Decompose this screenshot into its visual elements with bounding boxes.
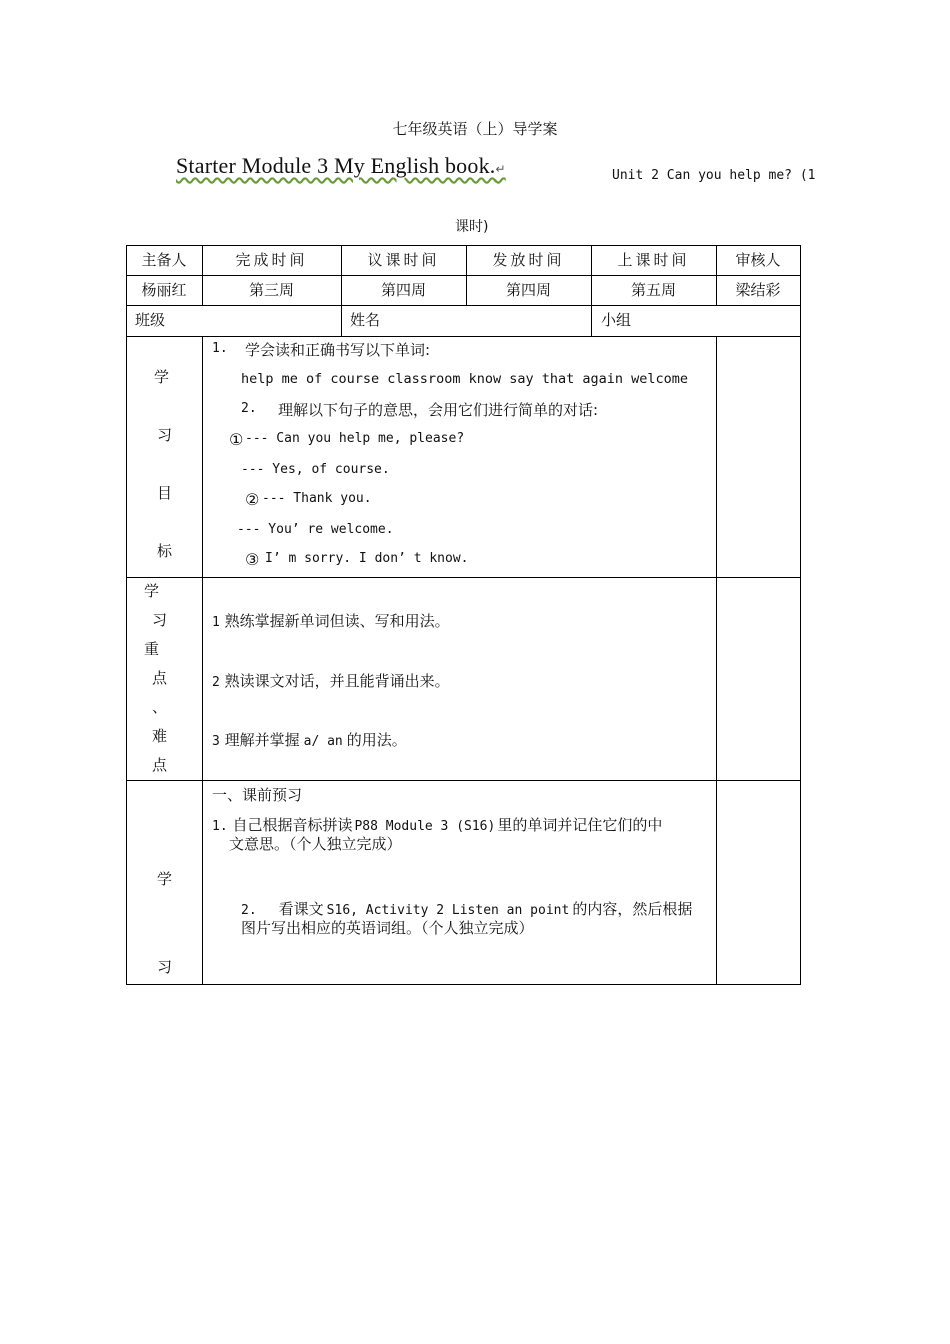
table-rule bbox=[126, 245, 127, 985]
table-rule bbox=[126, 305, 801, 306]
objective-1-number: 1. bbox=[212, 341, 228, 356]
header-complete-time: 完成时间 bbox=[235, 251, 308, 269]
keypoints-label-char: 、 bbox=[152, 698, 168, 716]
study-item-2-line1: 2. 看课文 S16, Activity 2 Listen an point 的内容，然后根据 bbox=[241, 900, 693, 918]
keypoint-1: 1 熟练掌握新单词但读、写和用法。 bbox=[212, 612, 450, 630]
dialogue-1-answer: --- Yes, of course. bbox=[241, 462, 390, 477]
objective-1-text: 学会读和正确书写以下单词: bbox=[245, 341, 431, 359]
study-item-2-line2: 图片写出相应的英语词组。（个人独立完成） bbox=[241, 919, 534, 937]
table-rule bbox=[126, 577, 801, 578]
keypoints-label-char: 点 bbox=[152, 669, 168, 687]
header-class-time: 上课时间 bbox=[617, 251, 690, 269]
value-reviewer: 梁结彩 bbox=[735, 281, 781, 299]
header-distribute-time: 发放时间 bbox=[492, 251, 565, 269]
study-label-char: 学 bbox=[157, 870, 173, 888]
objectives-label-char: 标 bbox=[157, 542, 173, 560]
keypoints-label-char: 点 bbox=[152, 756, 168, 774]
group-label: 小组 bbox=[601, 311, 632, 329]
module-title: Starter Module 3 My English book.↵ bbox=[176, 153, 506, 178]
table-rule bbox=[800, 245, 801, 985]
value-complete-time: 第三周 bbox=[248, 281, 294, 299]
header-reviewer: 审核人 bbox=[735, 251, 781, 269]
circled-three-icon: ③ bbox=[245, 550, 260, 569]
table-rule bbox=[126, 984, 801, 985]
table-rule bbox=[126, 245, 801, 246]
value-preparer: 杨丽红 bbox=[141, 281, 187, 299]
keypoints-label-char: 重 bbox=[144, 640, 160, 658]
table-rule bbox=[716, 336, 717, 984]
objectives-label-char: 习 bbox=[157, 426, 173, 444]
dialogue-2-question: --- Thank you. bbox=[262, 491, 372, 506]
unit-title-line2: 课时) bbox=[455, 219, 489, 235]
name-label: 姓名 bbox=[350, 311, 381, 329]
header-review-time: 议课时间 bbox=[367, 251, 440, 269]
return-mark-icon: ↵ bbox=[495, 162, 506, 176]
dialogue-2-answer: --- You’ re welcome. bbox=[237, 522, 394, 537]
class-label: 班级 bbox=[135, 311, 166, 329]
circled-one-icon: ① bbox=[229, 430, 244, 449]
keypoints-label-char: 学 bbox=[144, 582, 160, 600]
value-class-time: 第五周 bbox=[630, 281, 676, 299]
table-rule bbox=[126, 275, 801, 276]
table-rule bbox=[126, 780, 801, 781]
study-label-char: 习 bbox=[157, 958, 173, 976]
doc-title: 七年级英语（上）导学案 bbox=[392, 120, 558, 138]
objectives-label-char: 学 bbox=[154, 368, 170, 386]
value-distribute-time: 第四周 bbox=[505, 281, 551, 299]
dialogue-3-line: I’ m sorry. I don’ t know. bbox=[265, 551, 469, 566]
objective-2-text: 理解以下句子的意思，会用它们进行简单的对话: bbox=[278, 401, 599, 419]
keypoint-2: 2 熟读课文对话，并且能背诵出来。 bbox=[212, 672, 450, 690]
circled-two-icon: ② bbox=[245, 490, 260, 509]
study-item-1-line2: 文意思。（个人独立完成） bbox=[229, 835, 402, 853]
study-item-1-line1: 1. 自己根据音标拼读 P88 Module 3 (S16) 里的单词并记住它们的中 bbox=[212, 816, 663, 834]
keypoints-label-char: 习 bbox=[152, 611, 168, 629]
keypoint-3: 3 理解并掌握 a/ an 的用法。 bbox=[212, 731, 407, 749]
objectives-label-char: 目 bbox=[157, 484, 173, 502]
unit-title-line1: Unit 2 Can you help me? (1 bbox=[612, 168, 816, 183]
table-rule bbox=[126, 336, 801, 337]
preview-section-title: 一、课前预习 bbox=[212, 786, 303, 804]
dialogue-1-question: --- Can you help me, please? bbox=[245, 431, 465, 446]
objective-2-number: 2. bbox=[241, 401, 257, 416]
keypoints-label-char: 难 bbox=[152, 727, 168, 745]
value-review-time: 第四周 bbox=[380, 281, 426, 299]
vocabulary-words: help me of course classroom know say that again welcome bbox=[241, 371, 689, 387]
header-preparer: 主备人 bbox=[141, 251, 187, 269]
table-rule bbox=[202, 336, 203, 984]
